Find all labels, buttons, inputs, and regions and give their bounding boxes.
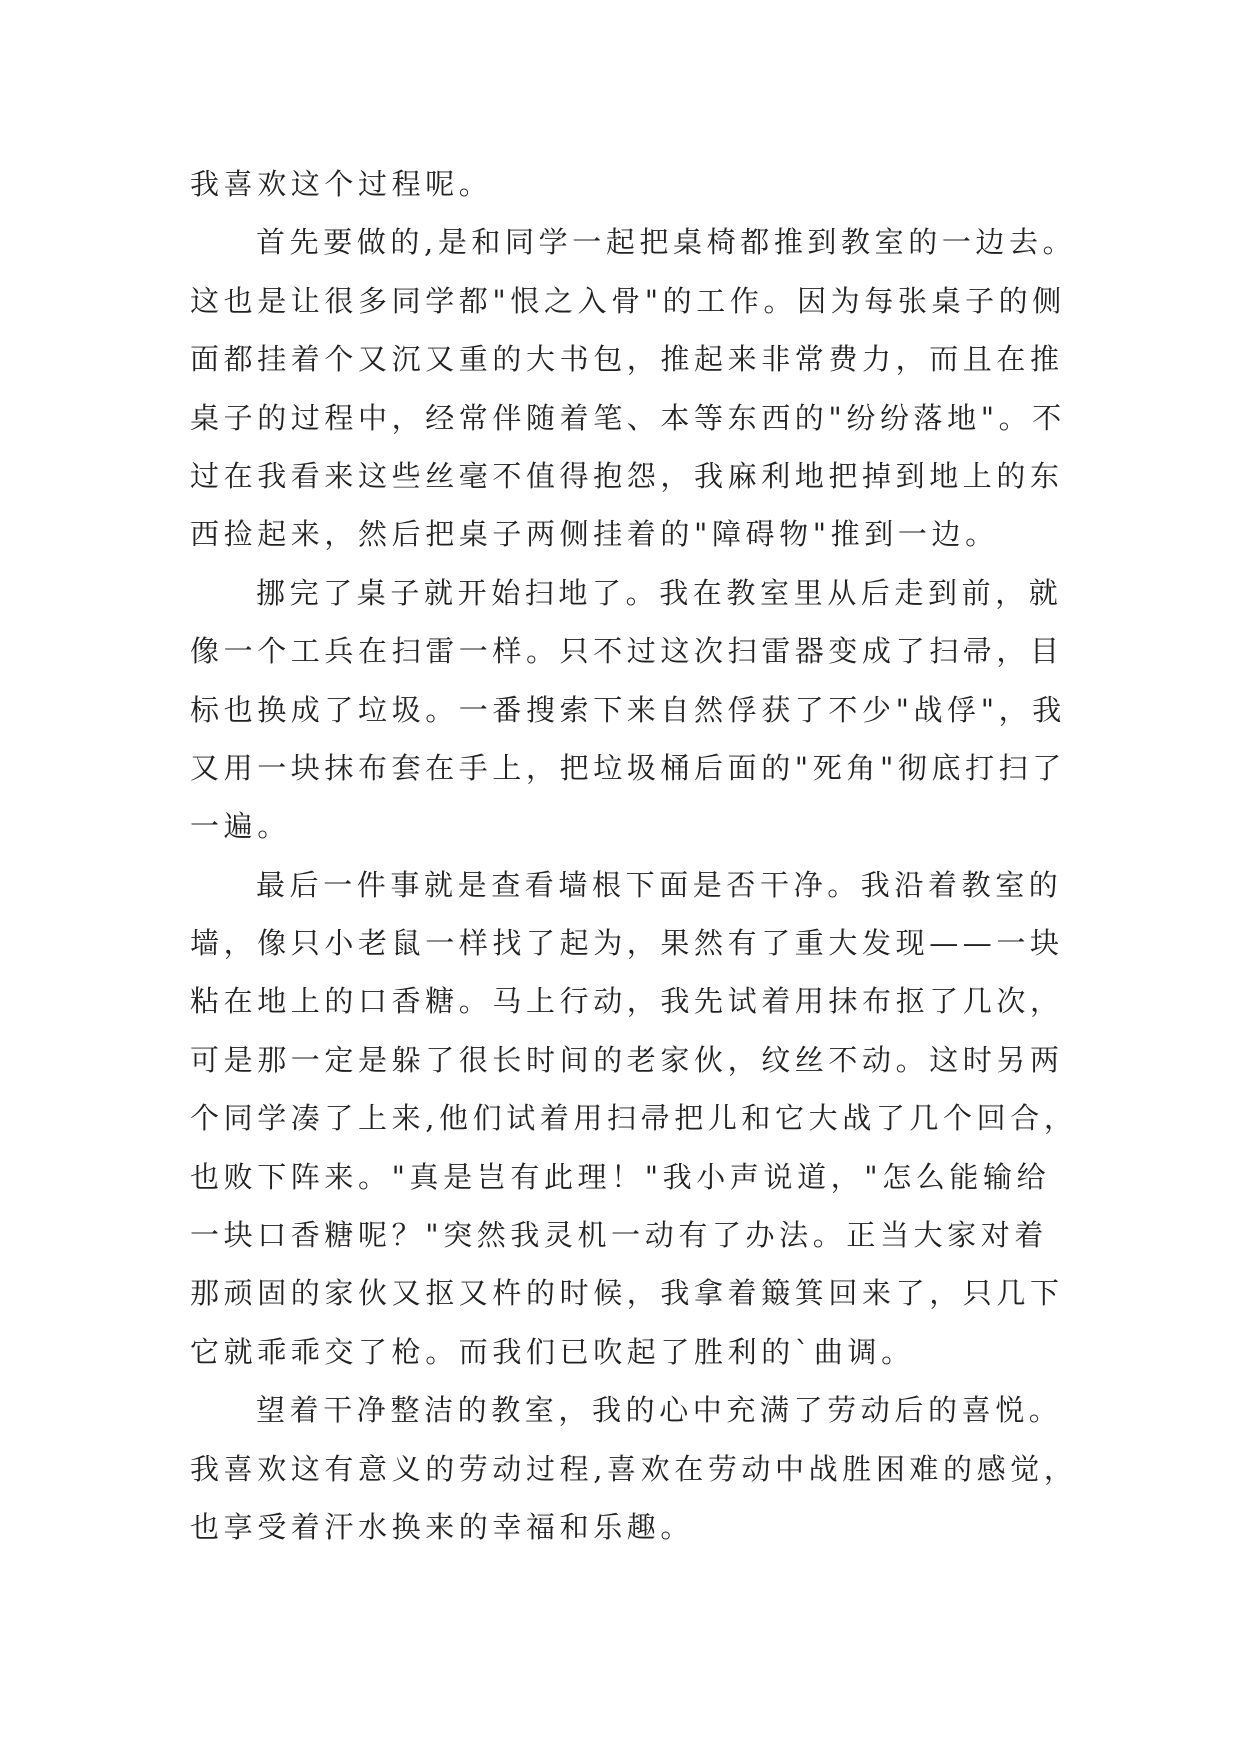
text-line: 我喜欢这有意义的劳动过程,喜欢在劳动中战胜困难的感觉， xyxy=(190,1451,1078,1486)
text-line: 我喜欢这个过程呢。 xyxy=(190,167,493,201)
paragraph-first-line: 望着干净整洁的教室，我的心中充满了劳动后的喜悦。 xyxy=(256,1393,1063,1428)
text-line: 也享受着汗水换来的幸福和乐趣。 xyxy=(190,1509,695,1544)
text-line: 可是那一定是躲了很长时间的老家伙，纹丝不动。这时另两 xyxy=(190,1042,1064,1077)
text-line: 桌子的过程中，经常伴随着笔、本等东西的"纷纷落地"。不 xyxy=(190,400,1066,435)
text-line: 面都挂着个又沉又重的大书包，推起来非常费力，而且在推 xyxy=(190,342,1064,377)
text-line: 它就乖乖交了枪。而我们已吹起了胜利的`曲调。 xyxy=(190,1334,915,1369)
text-line: 也败下阵来。"真是岂有此理！"我小声说道，"怎么能输给 xyxy=(190,1159,1051,1194)
paragraph-first-line: 挪完了桌子就开始扫地了。我在教室里从后走到前，就 xyxy=(256,575,1063,610)
text-line: 过在我看来这些丝毫不值得抱怨，我麻利地把掉到地上的东 xyxy=(190,458,1064,493)
essay-body xyxy=(190,155,1090,1556)
text-line: 像一个工兵在扫雷一样。只不过这次扫雷器变成了扫帚，目 xyxy=(190,634,1064,669)
paragraph-first-line: 首先要做的,是和同学一起把桌椅都推到教室的一边去。 xyxy=(256,225,1077,260)
text-line: 一遍。 xyxy=(190,809,291,844)
text-line: 粘在地上的口香糖。马上行动，我先试着用抹布抠了几次， xyxy=(190,984,1064,1019)
text-line: 标也换成了垃圾。一番搜索下来自然俘获了不少"战俘"，我 xyxy=(190,692,1066,727)
text-line: 墙，像只小老鼠一样找了起为，果然有了重大发现——一块 xyxy=(190,926,1064,961)
text-line: 那顽固的家伙又抠又杵的时候，我拿着簸箕回来了，只几下 xyxy=(190,1276,1064,1311)
text-line: 个同学凑了上来,他们试着用扫帚把儿和它大战了几个回合， xyxy=(190,1101,1078,1136)
paragraph-first-line: 最后一件事就是查看墙根下面是否干净。我沿着教室的 xyxy=(256,867,1063,902)
text-line: 又用一块抹布套在手上，把垃圾桶后面的"死角"彻底打扫了 xyxy=(190,750,1066,785)
text-line: 西捡起来，然后把桌子两侧挂着的"障碍物"推到一边。 xyxy=(190,517,999,552)
text-line: 一块口香糖呢？"突然我灵机一动有了办法。正当大家对着 xyxy=(190,1218,1048,1253)
text-line: 这也是让很多同学都"恨之入骨"的工作。因为每张桌子的侧 xyxy=(190,283,1066,318)
